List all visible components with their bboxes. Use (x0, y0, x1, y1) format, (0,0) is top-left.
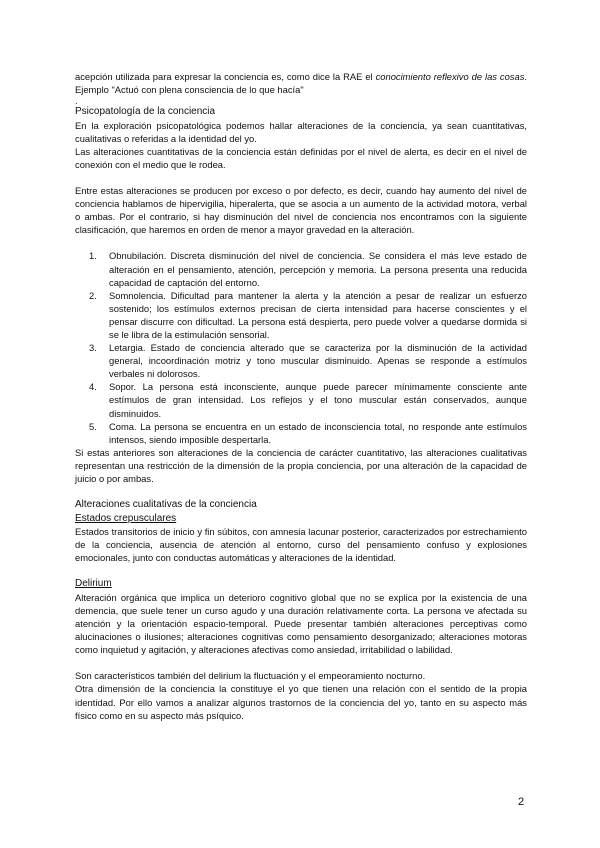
page-number: 2 (518, 796, 525, 808)
list-item (75, 249, 527, 288)
list-item (75, 341, 527, 380)
intro-text: acepción utilizada para expresar la conciencia es, como dice la RAE el (75, 71, 376, 82)
paragraph-fluctuacion: Son característicos también del delirium la fluctuación y el empeoramiento nocturno. (75, 670, 426, 682)
paragraph-estados-crepusculares: Estados transitorios de inicio y fin súbitos, con amnesia lacunar posterior, caracterizados por estrechamiento de la conciencia, ausencia de atención al entorno, curso del pensamiento confuso y explosiones emocionales, junto con conductas automáticas y alteraciones de la identidad. (75, 526, 527, 564)
list-item (75, 380, 527, 419)
list-item-text: Sopor. La persona está inconsciente, aunque puede parecer mínimamente consciente ante estímulos de gran intensidad. Los reflejos y el tono muscular están conservados, aunque disminuidos. (109, 381, 527, 419)
paragraph-exploracion: En la exploración psicopatológica podemos hallar alteraciones de la conciencia, ya sean cuantitativas, cualitativas o referidas a la identidad del yo. (75, 119, 527, 144)
paragraph-identidad-yo: Otra dimensión de la conciencia la constituye el yo que tienen una relación con el sentido de la propia identidad. Por ello vamos a analizar algunos trastornos de la conciencia del yo, tanto en su aspecto más físico como en su aspecto más psíquico. (75, 683, 527, 721)
list-item-text: Coma. La persona se encuentra en un estado de inconsciencia total, no responde ante estímulos intensos, siendo imposible despertarla. (109, 420, 527, 445)
list-item-number: 1. (89, 250, 97, 262)
list-item-number: 3. (89, 342, 97, 354)
subheading-estados-crepusculares: Estados crepusculares (75, 512, 177, 524)
paragraph-cualitativas-intro: Si estas anteriores son alteraciones de la conciencia de carácter cuantitativo, las alteraciones cualitativas representan una restricción de la dimensión de la propia conciencia, por una alteración de la capacidad de juicio o por ambas. (75, 446, 527, 485)
list-item-text: Somnolencia. Dificultad para mantener la alerta y la atención a pesar de realizar un esfuerzo sostenido; los estímulos externos precisan de cierta intensidad para hacerse conscientes y el pensar discurre con dificultad. La persona está despierta, pero puede volver a quedarse dormida si se le libra de la estimulación sensorial. (109, 289, 527, 340)
intro-example: . Ejemplo "Actuó con plena consciencia de lo que hacía" (75, 71, 528, 96)
document-page (75, 70, 527, 722)
list-item-number: 5. (89, 420, 97, 432)
list-item-text: Obnubilación. Discreta disminución del nivel de conciencia. Se considera el más leve estado de alteración en el pensamiento, atención, percepción y memoria. La persona presenta una reducida capacidad de captación del entorno. (109, 250, 527, 288)
severity-list (75, 249, 527, 445)
intro-italic-text: conocimiento reflexivo de las cosas (375, 71, 525, 82)
list-item (75, 289, 527, 341)
section-heading-cualitativas: Alteraciones cualitativas de la conciencia (75, 499, 257, 511)
paragraph-cuantitativas: Las alteraciones cuantitativas de la conciencia están definidas por el nivel de alerta, es decir en el nivel de conexión con el medio que le rodea. (75, 145, 527, 170)
list-item-number: 4. (89, 381, 97, 393)
stray-dot: . (75, 95, 78, 107)
intro-paragraph (75, 70, 527, 96)
section-heading-psicopatologia: Psicopatología de la conciencia (75, 106, 216, 118)
subheading-delirium: Delirium (75, 578, 112, 590)
list-item-number: 2. (89, 289, 97, 301)
paragraph-exceso-defecto: Entre estas alteraciones se producen por exceso o por defecto, es decir, cuando hay aumento del nivel de conciencia hablamos de hipervigilia, hiperalerta, que se asocia a un aumento de la actividad motora, verbal o ambas. Por el contrario, si hay disminución del nivel de conciencia nos encontramos con la siguiente clasificación, que haremos en orden de menor a mayor gravedad en la alteración. (75, 185, 527, 236)
paragraph-delirium: Alteración orgánica que implica un deterioro cognitivo global que no se explica por la existencia de una demencia, que suele tener un curso agudo y una duración relativamente corta. La persona ve afectada su atención y la orientación espacio-temporal. Puede presentar también alteraciones perceptivas como alucinaciones o ilusiones; alteraciones cognitivas como pensamiento desorganizado; alteraciones motoras como inquietud y agitación, y alteraciones afectivas como ansiedad, irritabilidad o labilidad. (75, 591, 527, 656)
list-item (75, 420, 527, 446)
list-item-text: Letargia. Estado de conciencia alterado que se caracteriza por la disminución de la actividad general, incoordinación motriz y tono muscular disminuido. Apenas se responde a estímulos verbales ni dolorosos. (109, 342, 527, 380)
